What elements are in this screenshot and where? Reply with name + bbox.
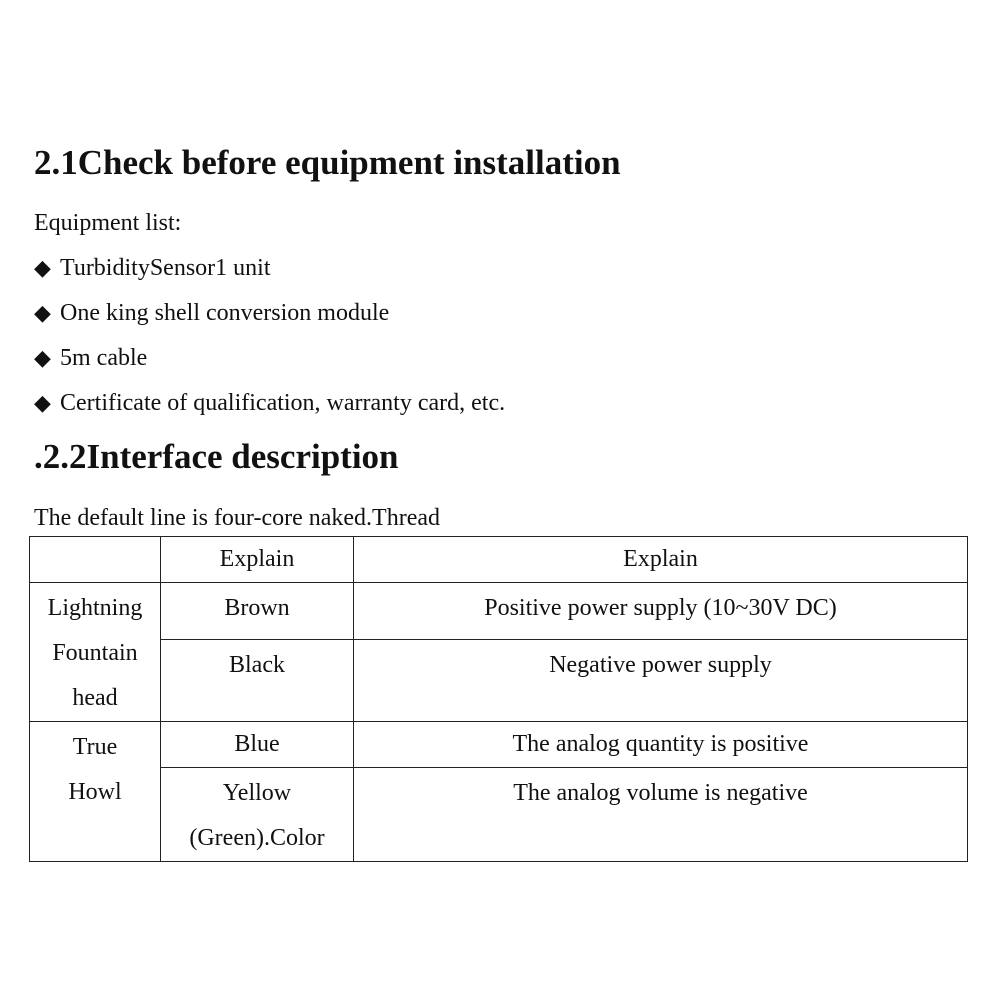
list-item: [34, 256, 505, 301]
wire-color-line: Yellow: [222, 780, 292, 806]
table-header-cell: Explain: [161, 537, 354, 583]
wire-color-line: Brown: [224, 595, 290, 621]
equipment-list-label: Equipment list:: [34, 210, 182, 236]
table-row: [30, 583, 968, 640]
wire-color-line: Black: [229, 651, 285, 678]
wire-color-cell: [161, 639, 354, 721]
wire-color-cell: [161, 583, 354, 640]
table-row: [30, 768, 968, 862]
explain-cell: The analog quantity is positive: [354, 722, 968, 768]
wire-color-line: (Green).Color: [189, 825, 325, 851]
group-label-line: Howl: [68, 779, 122, 805]
diamond-bullet-icon: ◆: [34, 255, 51, 280]
diamond-bullet-icon: ◆: [34, 300, 51, 325]
group-cell: [30, 583, 161, 722]
table-header-row: [30, 537, 968, 583]
wire-color-cell: [161, 768, 354, 862]
explain-cell: Negative power supply: [354, 639, 968, 721]
group-cell: [30, 722, 161, 862]
table-row: [30, 639, 968, 721]
list-item: [34, 301, 505, 346]
diamond-bullet-icon: ◆: [34, 390, 51, 415]
list-item-text: Certificate of qualification, warranty card, etc.: [60, 390, 506, 416]
list-item-text: 5m cable: [60, 345, 148, 371]
wire-color-line: Blue: [234, 731, 280, 757]
interface-table: [29, 536, 968, 862]
list-item-text: TurbiditySensor1 unit: [60, 255, 271, 281]
group-label-line: Fountain: [52, 640, 138, 666]
table-header-cell: [30, 537, 161, 583]
group-label-line: head: [72, 685, 118, 711]
section-2-2-heading: .2.2Interface description: [34, 437, 399, 476]
list-item: [34, 346, 505, 391]
diamond-bullet-icon: ◆: [34, 345, 51, 370]
explain-cell: Positive power supply (10~30V DC): [354, 583, 968, 640]
table-header-cell: Explain: [354, 537, 968, 583]
wire-color-cell: [161, 722, 354, 768]
section-2-1-heading: 2.1Check before equipment installation: [34, 143, 621, 182]
list-item: [34, 391, 505, 436]
group-label-line: True: [72, 734, 118, 760]
list-item-text: One king shell conversion module: [60, 300, 390, 326]
equipment-list: [34, 256, 505, 436]
group-label-line: Lightning: [47, 595, 143, 621]
table-caption: The default line is four-core naked.Thread: [34, 505, 440, 531]
explain-cell: The analog volume is negative: [354, 768, 968, 862]
table-row: [30, 722, 968, 768]
